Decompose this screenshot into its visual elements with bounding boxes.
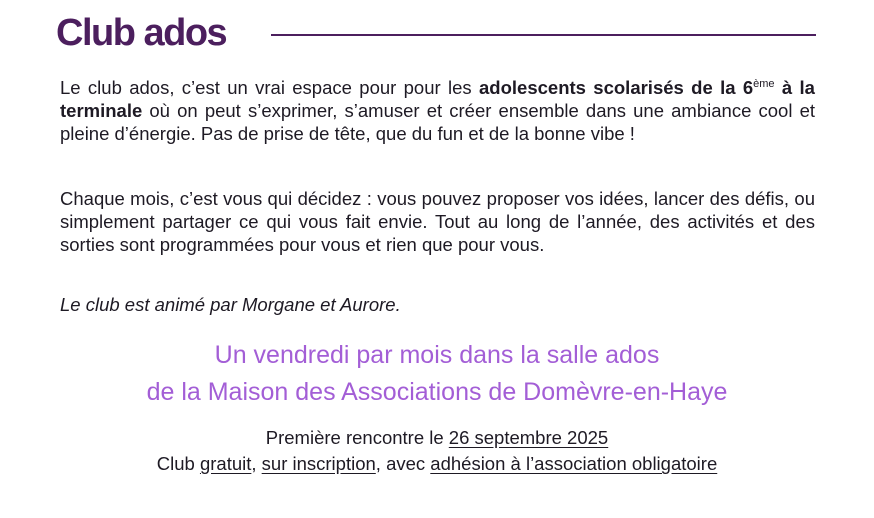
intro-text-1: Le club ados, c’est un vrai espace pour pour les bbox=[60, 77, 480, 98]
separator-2: , avec bbox=[375, 453, 431, 474]
venue-line-2: de la Maison des Associations de Domèvre-en-Haye bbox=[146, 378, 728, 406]
venue-line-1: Un vendredi par mois dans la salle ados bbox=[214, 341, 660, 369]
first-meeting-label: Première rencontre le bbox=[265, 427, 449, 448]
club-conditions-line bbox=[0, 452, 874, 476]
membership-label: adhésion à l’association obligatoire bbox=[430, 453, 718, 474]
header bbox=[56, 10, 816, 56]
schedule-paragraph: Chaque mois, c’est vous qui décidez : vous pouvez proposer vos idées, lancer des défis, ou simplement partager ce qui vous fait envie. Tout au long de l’année, des activités et des sorties sont programmées pour vous et rien que pour vous. bbox=[60, 188, 815, 255]
registration-label: sur inscription bbox=[261, 453, 376, 474]
intro-text-2: où on peut s’exprimer, s’amuser et créer ensemble dans une ambiance cool et pleine d’énergie. Pas de prise de tête, que du fun et de la bonne vibe ! bbox=[60, 100, 815, 144]
hosts-paragraph: Le club est animé par Morgane et Aurore. bbox=[60, 294, 401, 315]
title-divider bbox=[271, 34, 816, 36]
intro-bold-1: adolescents scolarisés de la 6 bbox=[479, 77, 754, 98]
first-meeting-line bbox=[0, 426, 874, 450]
club-label: Club bbox=[156, 453, 200, 474]
first-meeting-date: 26 septembre 2025 bbox=[448, 427, 609, 448]
free-label: gratuit bbox=[199, 453, 252, 474]
separator-1: , bbox=[251, 453, 262, 474]
intro-superscript: ème bbox=[753, 77, 775, 90]
page-title: Club ados bbox=[56, 12, 227, 54]
intro-paragraph bbox=[60, 76, 815, 145]
intro-bold-2: à la terminale bbox=[60, 77, 815, 121]
